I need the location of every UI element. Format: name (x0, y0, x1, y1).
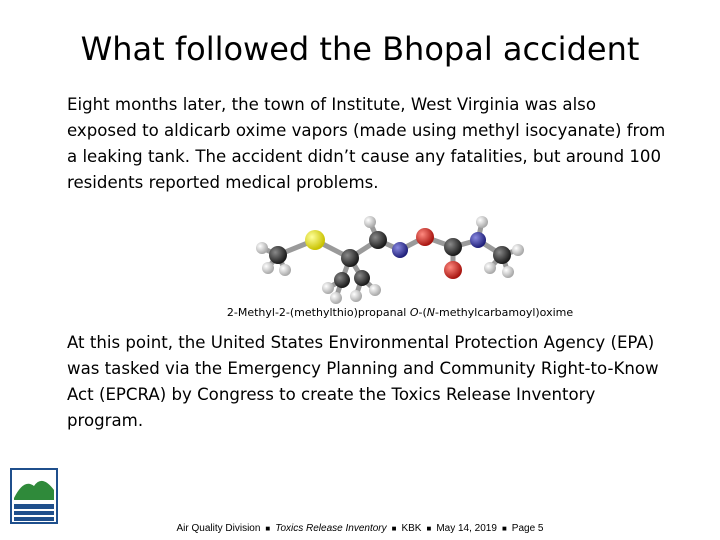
slide-footer (0, 523, 720, 534)
agency-logo-icon (10, 468, 58, 524)
caption-part-2: -( (418, 306, 427, 319)
molecule-caption (120, 306, 680, 319)
slide-title: What followed the Bhopal accident (80, 30, 640, 68)
footer-page: Page 5 (511, 523, 544, 534)
caption-o: O (409, 306, 419, 319)
separator-icon: ■ (501, 524, 507, 533)
separator-icon: ■ (391, 524, 397, 533)
caption-part-3: -methylcarbamoyl)oxime (435, 306, 574, 319)
footer-division: Air Quality Division (176, 523, 261, 534)
footer-program: Toxics Release Inventory (275, 523, 387, 534)
footer-author: KBK (401, 523, 422, 534)
footer-date: May 14, 2019 (436, 523, 497, 534)
separator-icon: ■ (426, 524, 432, 533)
separator-icon: ■ (265, 524, 271, 533)
caption-part-1: 2-Methyl-2-(methylthio)propanal (226, 306, 410, 319)
paragraph-epa: At this point, the United States Environmental Protection Agency (EPA) was tasked via the Emergency Planning and Community Right-to-Know Act (EPCRA) by Congress to create the Toxics Release Inventory program. (67, 333, 659, 430)
caption-n: N (426, 306, 436, 319)
paragraph-institute: Eight months later, the town of Institute, West Virginia was also exposed to aldicarb oxime vapors (made using methyl isocyanate) from a leaking tank. The accident didn’t cause any fatalities, but around 100 residents reported medical problems. (67, 95, 666, 192)
molecule-image (250, 210, 530, 305)
